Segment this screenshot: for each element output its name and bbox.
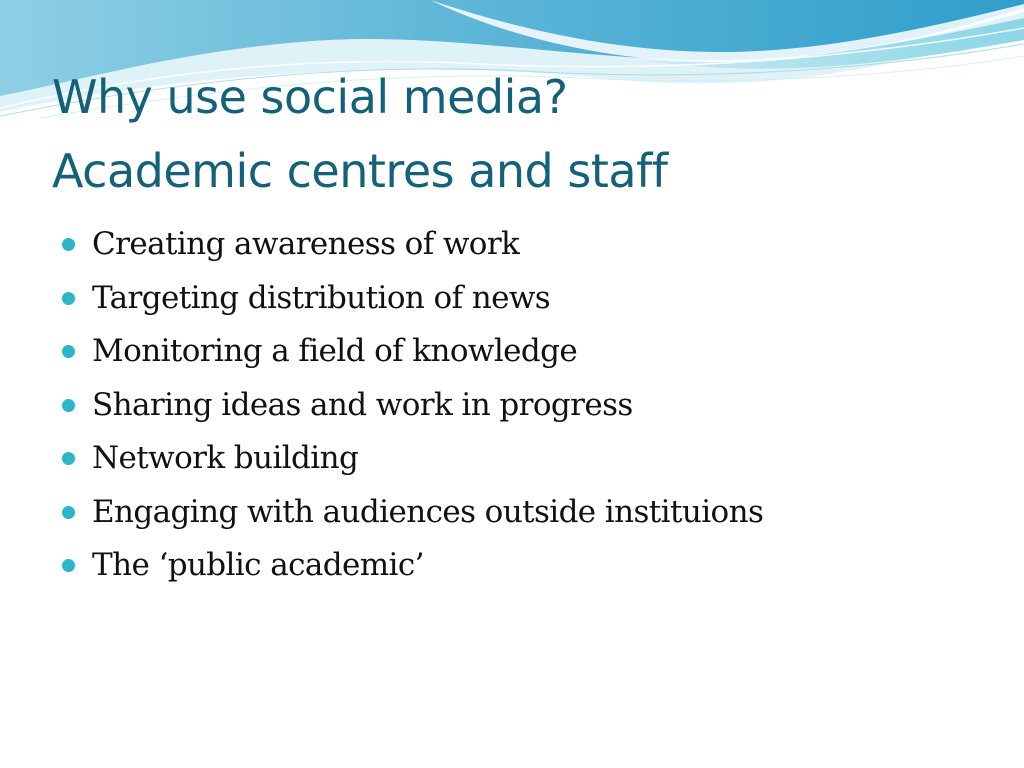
bullet-text: The ‘public academic’ [92, 547, 424, 583]
bullet-dot-icon [62, 559, 75, 572]
bullet-dot-icon [62, 345, 75, 358]
bullet-text: Targeting distribution of news [92, 279, 551, 316]
title-line-2: Academic centres and staff [52, 144, 668, 198]
bullet-dot-icon [62, 506, 75, 519]
title-line-1: Why use social media? [52, 70, 568, 124]
bullet-text: Network building [92, 440, 359, 476]
bullet-text: Engaging with audiences outside instituions [92, 493, 764, 530]
bullet-dot-icon [62, 399, 75, 412]
bullet-item-public-academic [62, 539, 763, 593]
bullet-text: Monitoring a field of knowledge [92, 333, 578, 369]
bullet-item-sharing [62, 379, 763, 433]
bullet-text: Sharing ideas and work in progress [92, 386, 633, 423]
slide-title [52, 60, 992, 208]
bullet-item-monitoring [62, 325, 763, 379]
bullet-item-distribution [62, 272, 763, 326]
bullet-dot-icon [62, 238, 75, 251]
bullet-dot-icon [62, 292, 75, 305]
bullet-dot-icon [62, 452, 75, 465]
bullet-list [62, 218, 763, 593]
bullet-item-engaging [62, 486, 763, 540]
bullet-text: Creating awareness of work [92, 226, 520, 262]
bullet-item-awareness [62, 218, 763, 272]
bullet-item-network [62, 432, 763, 486]
